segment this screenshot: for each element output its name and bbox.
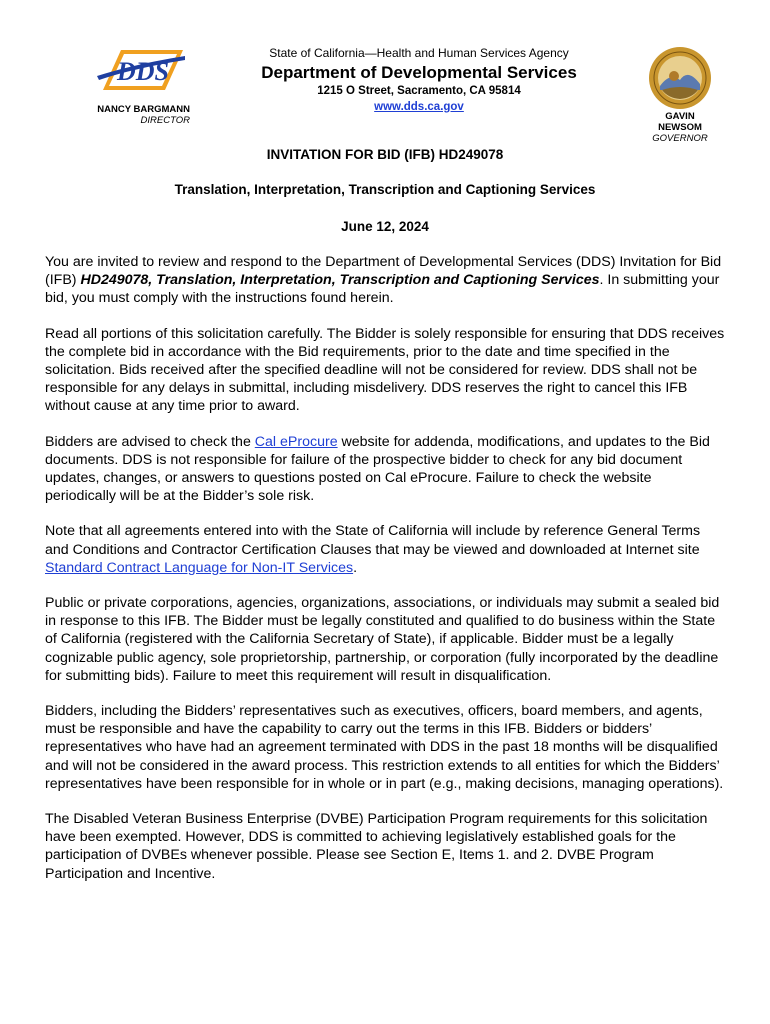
director-block [80, 104, 190, 126]
director-name: NANCY BARGMANN [97, 104, 190, 115]
paragraph-addenda: Bidders are advised to check the Cal eProcure website for addenda, modifications, and updates to the Bid documents. DDS is not responsible for failure of the prospective bidder to check for any bid document updates, changes, or answers to questions posted on Cal eProcure. Failure to check the website periodically will be at the Bidder’s sole risk. [45, 433, 710, 505]
governor-title: GOVERNOR [652, 133, 708, 144]
paragraph-responsibility: Read all portions of this solicitation carefully. The Bidder is solely responsible for ensuring that DDS receives the complete bid in accordance with the Bid requirements, prior to the date and time specified in the solicitation. Bids received after the specified deadline will not be considered for review. DDS shall not be responsible for any delays in submittal, including misdelivery. DDS reserves the right to cancel this IFB without cause at any time prior to award. [45, 325, 725, 415]
paragraph-dvbe: The Disabled Veteran Business Enterprise (DVBE) Participation Program requirements for this solicitation have been exempted. However, DDS is committed to achieving legislatively established goals for the participation of DVBEs whenever possible. Please see Section E, Items 1. and 2. DVBE Program Participation and Incentive. [45, 811, 708, 882]
paragraph-invitation: You are invited to review and respond to the Department of Developmental Services (DDS) Invitation for Bid (IFB) HD249078, Translation, Interpretation, Transcription and Captioning Services. In submitting your bid, you must comply with the instructions found herein. [45, 254, 722, 307]
logo-text: DDS [116, 57, 170, 86]
department-name: Department of Developmental Services [261, 63, 577, 82]
cal-eprocure-link[interactable]: Cal eProcure [254, 433, 338, 450]
ifb-subtitle: Translation, Interpretation, Transcription and Captioning Services [174, 182, 596, 197]
director-title: DIRECTOR [140, 115, 190, 126]
website-link[interactable]: www.dds.ca.gov [374, 101, 464, 113]
document-body [45, 253, 725, 900]
department-address: 1215 O Street, Sacramento, CA 95814 [317, 85, 521, 97]
governor-last-name: NEWSOM [658, 122, 702, 133]
paragraph-eligibility: Public or private corporations, agencies, organizations, associations, or individuals may submit a sealed bid in response to this IFB. The Bidder must be legally constituted and qualified to do business within the State of California (registered with the California Secretary of State), if applicable. Bidder must be a legally cognizable public agency, sole proprietorship, partnership, or corporation (fully incorporated by the deadline for submitting bids). Failure to meet this requirement will result in disqualification. [45, 595, 720, 684]
ifb-heading: INVITATION FOR BID (IFB) HD249078 [266, 147, 504, 162]
california-seal-icon [648, 46, 712, 110]
paragraph-representatives: Bidders, including the Bidders’ representatives such as executives, officers, board members, and agents, must be responsible and have the capability to carry out the terms in this IFB. Bidders or bidders’ representatives who have had an agreement terminated with DDS in the past 18 months will be disqualified and will not be considered in the award process. This restriction extends to all entities for which the Bidders’ representatives have been responsible for in whole or in part (e.g., making decisions, managing operations). [45, 703, 724, 792]
agency-line: State of California—Health and Human Services Agency [269, 46, 569, 60]
bid-title-emphasis: HD249078, Translation, Interpretation, Transcription and Captioning Services [80, 272, 600, 289]
ifb-date: June 12, 2024 [341, 219, 429, 234]
governor-first-name: GAVIN [665, 111, 695, 122]
paragraph-terms: Note that all agreements entered into with the State of California will include by reference General Terms and Conditions and Contractor Certification Clauses that may be viewed and downloaded at Internet site Standard Contract Language for Non-IT Services. [45, 523, 701, 576]
standard-contract-link[interactable]: Standard Contract Language for Non-IT Services [45, 559, 354, 576]
letterhead [200, 46, 638, 115]
governor-block [638, 111, 722, 144]
dds-logo [95, 46, 187, 94]
